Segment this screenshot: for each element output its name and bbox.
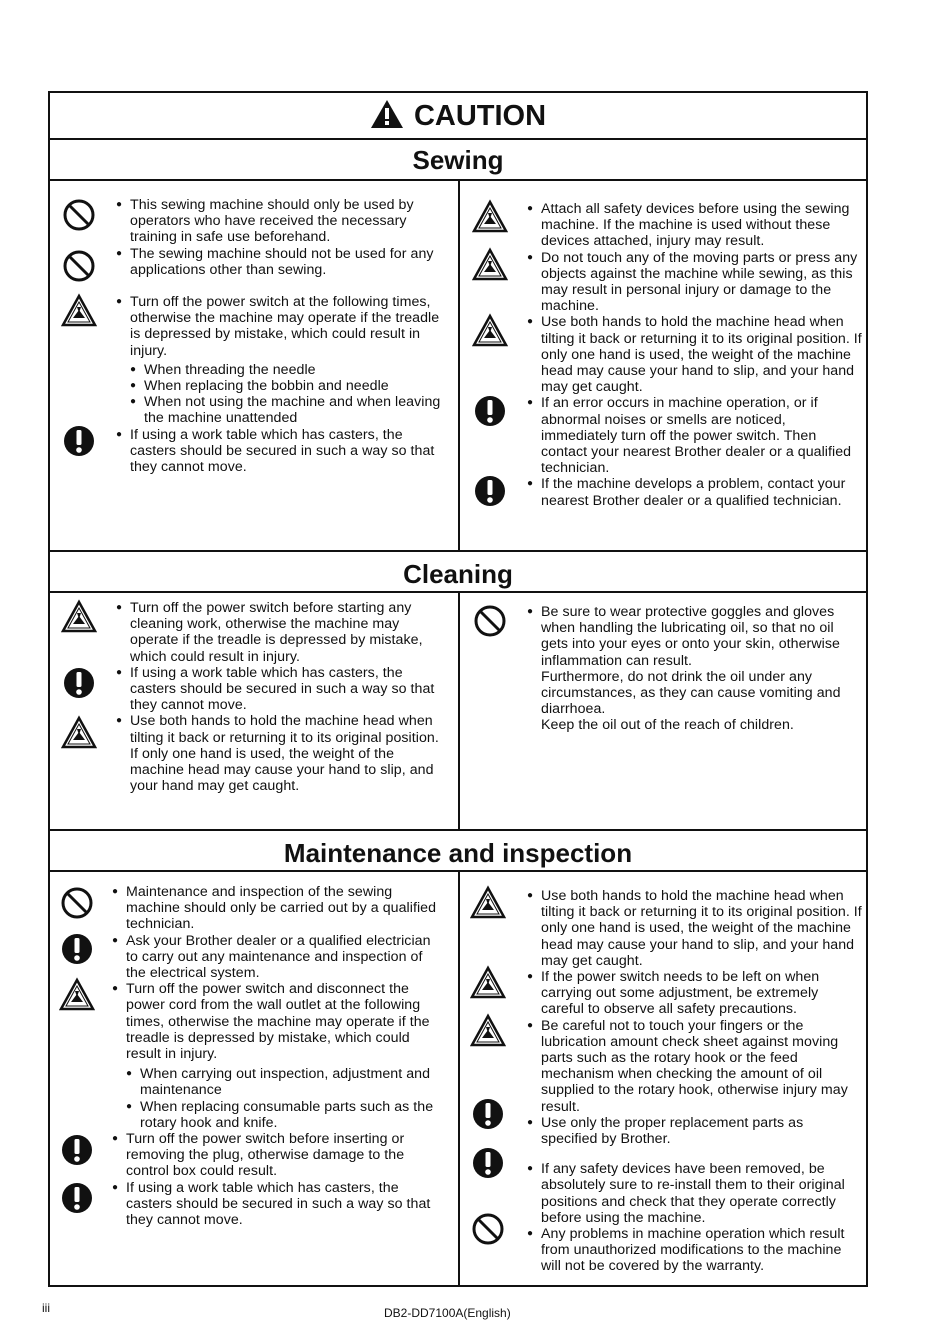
list-item: ● If the power switch needs to be left on when carrying out some adjustment, be extremely careful to observe all safety precautions. bbox=[527, 969, 863, 1018]
list-item: ● If any safety devices have been removed, be absolutely sure to re-install them to their original positions and check that they operate correctly before using the machine. bbox=[527, 1161, 863, 1226]
list-item: ● Use only the proper replacement parts as specified by Brother. bbox=[527, 1115, 863, 1147]
list-item: ● Use both hands to hold the machine head when tilting it back or returning it to its original position. If only one hand is used, the weight of the machine head may cause your hand to slip, and your hand may get caught. bbox=[116, 713, 450, 794]
list-item: ● The sewing machine should not be used for any applications other than sewing. bbox=[116, 246, 450, 278]
caution-header bbox=[50, 93, 866, 140]
cleaning-right-column bbox=[527, 604, 863, 734]
cleaning-left-column bbox=[116, 600, 450, 794]
sub-list-item: ● When threading the needle bbox=[116, 362, 450, 378]
mandatory-action-icon bbox=[59, 1180, 95, 1216]
hand-hazard-icon bbox=[470, 1013, 506, 1049]
maintenance-left-column bbox=[112, 884, 446, 1228]
list-item: ● Maintenance and inspection of the sewing machine should only be carried out by a qualified technician. bbox=[112, 884, 446, 933]
list-item: ● Use both hands to hold the machine head when tilting it back or returning it to its original position. If only one hand is used, the weight of the machine head may cause your hand to slip, and your hand may get caught. bbox=[527, 888, 863, 969]
prohibition-icon bbox=[472, 603, 508, 639]
list-item: ● Attach all safety devices before using the sewing machine. If the machine is used without these devices attached, injury may result. bbox=[527, 201, 863, 250]
list-item: ● If an error occurs in machine operation, or if abnormal noises or smells are noticed, immediately turn off the power switch. Then contact your nearest Brother dealer or a qualified technician. bbox=[527, 395, 863, 476]
list-item: ● Turn off the power switch at the following times, otherwise the machine may operate if the treadle is depressed by mistake, which could result in injury. bbox=[116, 294, 450, 359]
mandatory-action-icon bbox=[59, 931, 95, 967]
caution-triangle-icon bbox=[370, 97, 404, 144]
caution-frame bbox=[48, 91, 868, 1287]
sub-list-item: ● When replacing consumable parts such as the rotary hook and knife. bbox=[112, 1099, 446, 1131]
maintenance-right-column bbox=[527, 888, 863, 1275]
mandatory-action-icon bbox=[61, 423, 97, 459]
hand-hazard-icon bbox=[472, 247, 508, 283]
list-item: ● Be sure to wear protective goggles and gloves when handling the lubricating oil, so that no oil gets into your eyes or onto your skin, otherwise inflammation can result. bbox=[527, 604, 863, 669]
maintenance-title: Maintenance and inspection bbox=[283, 838, 633, 868]
sewing-title: Sewing bbox=[412, 145, 504, 175]
list-item: ● If using a work table which has casters, the casters should be secured in such a way so that they cannot move. bbox=[112, 1180, 446, 1229]
prohibition-icon bbox=[61, 248, 97, 284]
list-item: ● Turn off the power switch before inserting or removing the plug, otherwise damage to the control box could result. bbox=[112, 1131, 446, 1180]
list-item: ● Turn off the power switch before starting any cleaning work, otherwise the machine may operate if the treadle is depressed by mistake, which could result in injury. bbox=[116, 600, 450, 665]
sewing-right-column bbox=[527, 201, 863, 509]
hand-hazard-icon bbox=[61, 715, 97, 751]
list-item: ● If the machine develops a problem, contact your nearest Brother dealer or a qualified technician. bbox=[527, 476, 863, 508]
list-item: ● Be careful not to touch your fingers or the lubrication amount check sheet against moving parts such as the rotary hook or the feed mechanism when checking the amount of oil supplied to the rotary hook, otherwise injury may result. bbox=[527, 1018, 863, 1115]
list-item: ● This sewing machine should only be used by operators who have received the necessary training in safe use beforehand. bbox=[116, 197, 450, 246]
list-item: ● If using a work table which has casters, the casters should be secured in such a way so that they cannot move. bbox=[116, 427, 450, 476]
caution-title: CAUTION bbox=[413, 100, 547, 132]
page-number: iii bbox=[42, 1301, 50, 1315]
list-item: ● Turn off the power switch and disconnect the power cord from the wall outlet at the following times, otherwise the machine may operate if the treadle is depressed by mistake, which could result in injury. bbox=[112, 981, 446, 1062]
mandatory-action-icon bbox=[470, 1145, 506, 1181]
hand-hazard-icon bbox=[59, 977, 95, 1013]
mandatory-action-icon bbox=[59, 1132, 95, 1168]
maintenance-header bbox=[50, 829, 866, 872]
sewing-header bbox=[50, 138, 866, 181]
mandatory-action-icon bbox=[470, 1096, 506, 1132]
cleaning-divider bbox=[458, 593, 460, 831]
cleaning-header bbox=[50, 550, 866, 593]
prohibition-icon bbox=[470, 1211, 506, 1247]
list-item: ● Any problems in machine operation which result from unauthorized modifications to the machine will not be covered by the warranty. bbox=[527, 1226, 863, 1275]
hand-hazard-icon bbox=[470, 965, 506, 1001]
hand-hazard-icon bbox=[472, 313, 508, 349]
prohibition-icon bbox=[59, 885, 95, 921]
list-item: ● If using a work table which has casters, the casters should be secured in such a way so that they cannot move. bbox=[116, 665, 450, 714]
sub-list-item: ● When carrying out inspection, adjustment and maintenance bbox=[112, 1066, 446, 1098]
sewing-left-column bbox=[116, 197, 450, 475]
mandatory-action-icon bbox=[472, 473, 508, 509]
maintenance-divider bbox=[458, 872, 460, 1287]
list-item: ● Ask your Brother dealer or a qualified electrician to carry out any maintenance and inspection of the electrical system. bbox=[112, 933, 446, 982]
cleaning-title: Cleaning bbox=[403, 559, 513, 589]
mandatory-action-icon bbox=[61, 665, 97, 701]
sewing-divider bbox=[458, 181, 460, 552]
paragraph: Furthermore, do not drink the oil under any circumstances, as they can cause vomiting and diarrhoea. bbox=[541, 668, 841, 718]
document-code: DB2-DD7100A(English) bbox=[384, 1306, 511, 1320]
prohibition-icon bbox=[61, 197, 97, 233]
list-item: ● Do not touch any of the moving parts or press any objects against the machine while sewing, as this may result in personal injury or damage to the machine. bbox=[527, 250, 863, 315]
hand-hazard-icon bbox=[472, 199, 508, 235]
mandatory-action-icon bbox=[472, 393, 508, 429]
hand-hazard-icon bbox=[470, 885, 506, 921]
sub-list-item: ● When not using the machine and when leaving the machine unattended bbox=[116, 394, 450, 426]
hand-hazard-icon bbox=[61, 293, 97, 329]
sub-list-item: ● When replacing the bobbin and needle bbox=[116, 378, 450, 394]
list-item: ● Use both hands to hold the machine head when tilting it back or returning it to its original position. If only one hand is used, the weight of the machine head may cause your hand to slip, and your hand may get caught. bbox=[527, 314, 863, 395]
hand-hazard-icon bbox=[61, 599, 97, 635]
paragraph: Keep the oil out of the reach of children. bbox=[541, 717, 794, 734]
